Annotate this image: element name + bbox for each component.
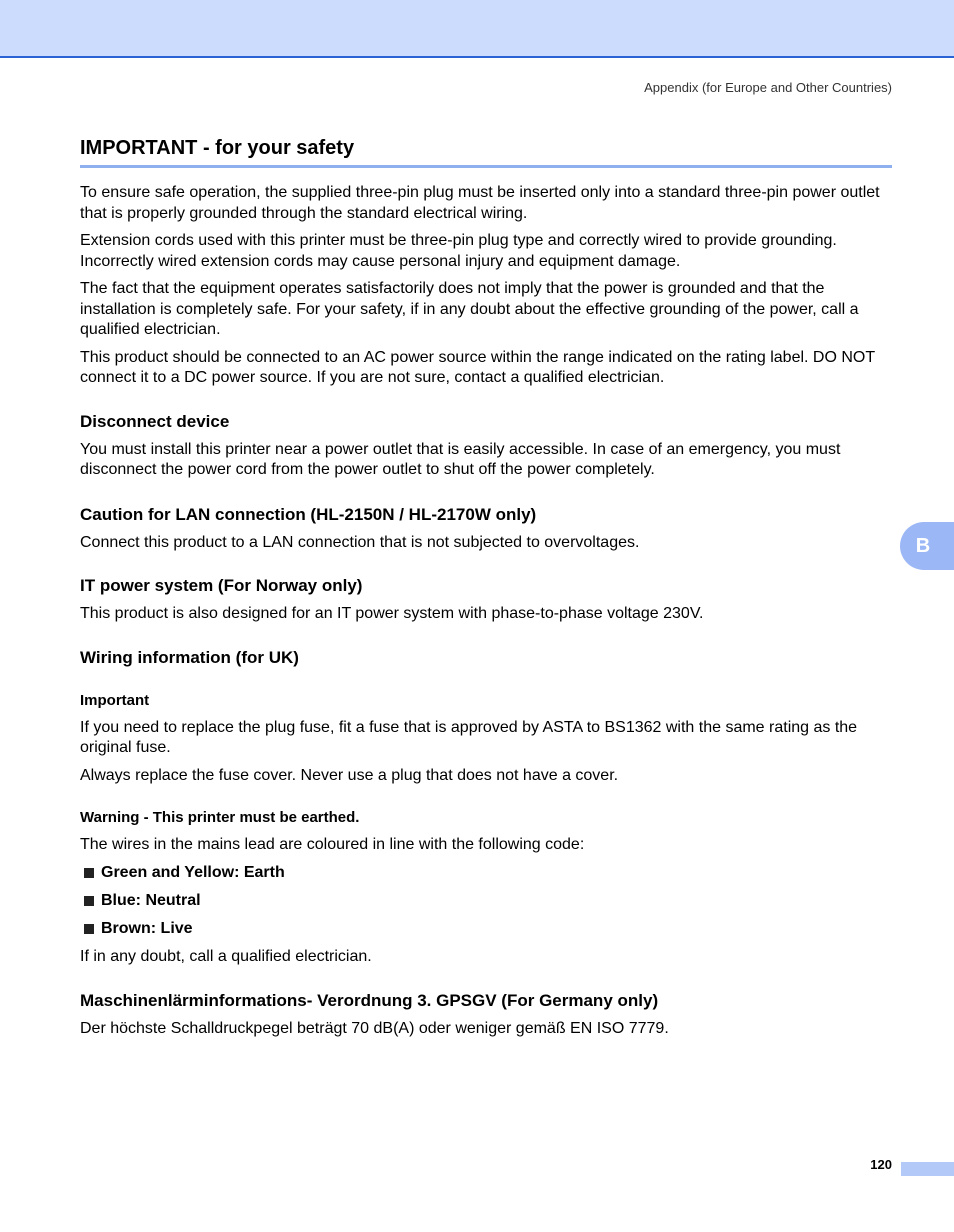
wire-color-list (80, 863, 892, 939)
list-item: Brown: Live (84, 919, 892, 939)
germany-text: Der höchste Schalldruckpegel beträgt 70 dB(A) oder weniger gemäß EN ISO 7779. (80, 1020, 669, 1037)
important-heading: Important (80, 691, 150, 709)
page-content (80, 134, 892, 1047)
important-text-2: Always replace the fuse cover. Never use a plug that does not have a cover. (80, 766, 619, 784)
disconnect-text: You must install this printer near a power outlet that is easily accessible. In case of an emergency, you must disconnect the power cord from the power outlet to shut off the power completely. (80, 440, 841, 478)
norway-text: This product is also designed for an IT power system with phase-to-phase voltage 230V. (80, 605, 704, 622)
norway-heading: IT power system (For Norway only) (80, 576, 363, 595)
disconnect-heading: Disconnect device (80, 411, 230, 431)
intro-paragraph-3: The fact that the equipment operates satisfactorily does not imply that the power is grounded and that the installation is completely safe. For your safety, if in any doubt about the effective grounding of the power, call a qualified electrician. (80, 280, 859, 338)
list-item: Green and Yellow: Earth (84, 863, 892, 883)
bullet-square-icon (84, 868, 94, 878)
important-text-1: If you need to replace the plug fuse, fit a fuse that is approved by ASTA to BS1362 with the same rating as the original fuse. (80, 718, 858, 756)
page-number: 120 (870, 1157, 892, 1172)
list-item: Blue: Neutral (84, 891, 892, 911)
lan-heading: Caution for LAN connection (HL-2150N / HL-2170W only) (80, 504, 537, 524)
chapter-tab: B (900, 522, 954, 570)
wiring-heading: Wiring information (for UK) (80, 647, 299, 667)
intro-paragraph-4: This product should be connected to an AC power source within the range indicated on the rating label. DO NOT connect it to a DC power source. If you are not sure, contact a qualified electrician. (80, 348, 875, 386)
running-head: Appendix (for Europe and Other Countries) (644, 80, 892, 95)
bullet-square-icon (84, 896, 94, 906)
lan-text: Connect this product to a LAN connection that is not subjected to overvoltages. (80, 533, 640, 551)
page-title: IMPORTANT - for your safety (80, 134, 892, 168)
intro-paragraph-1: To ensure safe operation, the supplied three-pin plug must be inserted only into a standard three-pin power outlet that is properly grounded through the standard electrical wiring. (80, 184, 880, 222)
header-band (0, 0, 954, 58)
intro-paragraph-2: Extension cords used with this printer must be three-pin plug type and correctly wired to provide grounding. Incorrectly wired extension cords may cause personal injury and equipment damage. (80, 232, 837, 270)
germany-heading: Maschinenlärminformations- Verordnung 3. GPSGV (For Germany only) (80, 991, 659, 1010)
bullet-square-icon (84, 924, 94, 934)
wiring-closing: If in any doubt, call a qualified electrician. (80, 947, 372, 965)
warning-heading: Warning - This printer must be earthed. (80, 809, 360, 826)
warning-text: The wires in the mains lead are coloured in line with the following code: (80, 836, 585, 853)
page-number-bar (901, 1162, 954, 1176)
